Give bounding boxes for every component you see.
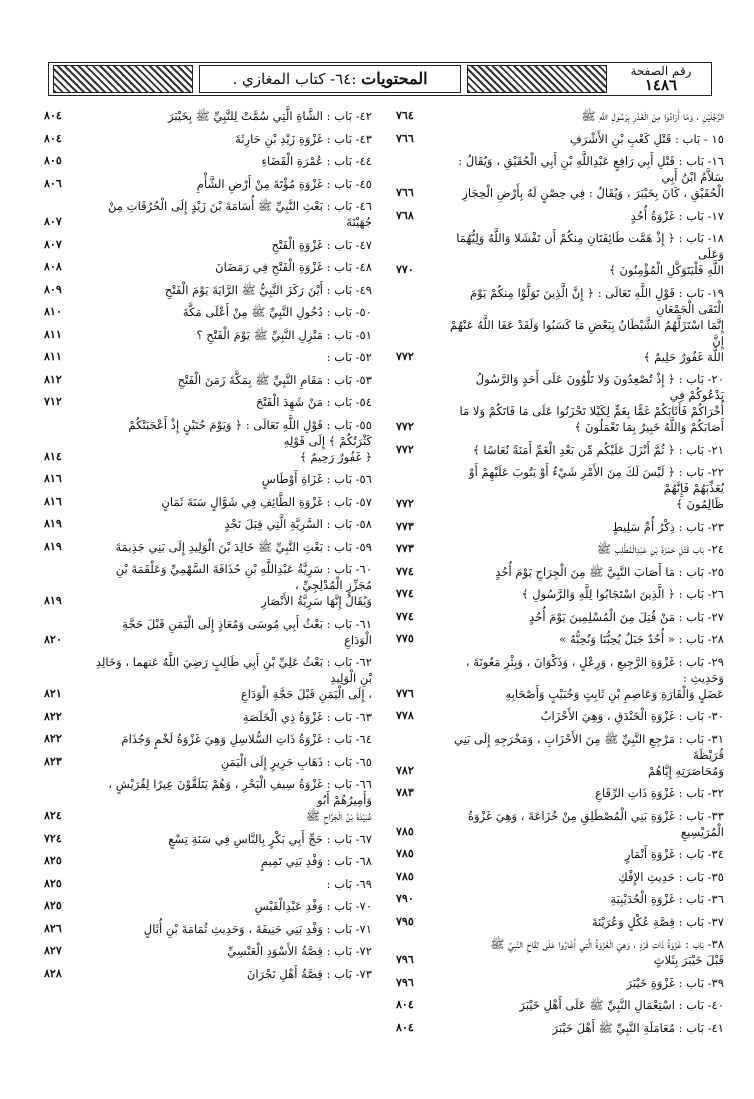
- toc-page-number: ٨٢٠: [44, 632, 62, 646]
- toc-entry: [44, 966, 372, 982]
- toc-entry: [396, 631, 724, 647]
- toc-page-number: ٨٢٥: [44, 876, 62, 890]
- toc-entry: [44, 539, 372, 555]
- toc-entry-text: ٦٧- بَاب : حَجِّ أَبِي بَكْرٍ بِالنَّاسِ فِي سَنَةِ تِسْعٍ: [168, 831, 372, 846]
- toc-entry: [44, 471, 372, 487]
- toc-entry-text: وَمُحَاصَرَتِهِ إِيَّاهُمْ: [647, 763, 724, 778]
- toc-entry: [396, 869, 724, 885]
- toc-entry: [44, 754, 372, 770]
- toc-entry-text: ٤٢- بَاب : الشَّاةِ الَّتِي سُمَّتْ لِلنَّبِيِّ ﷺ بِخَيْبَرَ: [167, 109, 372, 123]
- toc-page-number: ٧٨٥: [396, 847, 414, 860]
- toc-entry-text: ٢٩- بَاب : غَزْوَةِ الرَّجِيعِ ، وَرِعْلٍ ، وَذَكْوَانَ ، وَبِئْرِ مَعُونَةَ ، وَحَدِيثِ :: [465, 654, 724, 685]
- toc-entry-text: ٢٨- بَاب : « أُحُدٌ جَبَلٌ يُحِبُّنَا وَنُحِبُّهُ »: [559, 632, 724, 646]
- toc-page-number: ٨١٠: [44, 305, 62, 318]
- toc-entry: [44, 876, 372, 892]
- toc-entry: [44, 831, 372, 847]
- toc-page-number: ٨١٦: [44, 494, 62, 508]
- toc-page-number: ٧٧٤: [396, 564, 414, 578]
- toc-page-number: ٨٢٦: [44, 921, 62, 935]
- toc-entry-text: ٤٠- بَاب : اسْتِعْمَالِ النَّبِيِّ ﷺ عَلَى أَهْلِ خَيْبَرَ: [519, 998, 724, 1012]
- toc-page-number: ٧٦٨: [396, 208, 414, 222]
- toc-entry: [396, 230, 724, 278]
- toc-entry-text: ظَالِمُونَ ﴾: [676, 497, 724, 511]
- toc-page-number: ٨١٤: [44, 449, 62, 463]
- toc-entry: [44, 259, 372, 275]
- toc-entry-text: ، إِلَى الْيَمَنِ قَبْلَ حَجَّةِ الْوَدَاعِ: [240, 687, 372, 701]
- toc-page-number: ٧٧٢: [396, 497, 414, 510]
- toc-page-number: ٧٨٣: [396, 786, 414, 799]
- toc-page-number: ٧٧٦: [396, 686, 414, 700]
- toc-page-number: ٨٢٨: [44, 966, 62, 980]
- toc-page-number: ٨٢٢: [44, 709, 62, 723]
- toc-page-number: ٨٢٢: [44, 732, 62, 745]
- toc-entry-text: أَصَابَكُمْ وَاللَّهُ خَبِيرٌ بِمَا تَعْمَلُونَ ﴾: [574, 420, 724, 434]
- toc-page-number: ٨٠٤: [44, 131, 62, 145]
- toc-page-number: ٨٢١: [44, 687, 62, 700]
- toc-entry-text: ٧٠- بَاب : وَفْدِ عَبْدِالْقَيْسِ: [254, 899, 372, 913]
- toc-entry: [44, 616, 372, 648]
- toc-entry-text: ٤٣- بَاب : غَزْوَةِ زَيْدِ بْنِ حَارِثَةَ: [235, 131, 372, 146]
- toc-entry: [44, 943, 372, 959]
- toc-entry: [396, 936, 724, 968]
- toc-entry: [396, 808, 724, 840]
- toc-entry-text: وَيُقَالُ إِنَّهَا سَرِيَّةُ الأَنْصَارِ: [261, 594, 372, 608]
- toc-page-number: ٧٧٣: [396, 542, 414, 555]
- decorative-pattern-right: [467, 65, 607, 93]
- toc-entry: [44, 516, 372, 532]
- toc-entry: [44, 921, 372, 937]
- toc-page-number: ٧٨٥: [396, 824, 414, 838]
- toc-entry-text: قَبْلَ خَيْبَرَ بِثَلاثٍ: [653, 953, 724, 967]
- toc-entry: [396, 785, 724, 801]
- toc-entry-text: اللَّهَ غَفُورٌ حَلِيمٌ ﴾: [643, 349, 724, 364]
- toc-entry-text: ٢٠- بَاب : ﴿ إِذْ تُصْعِدُونَ وَلا تَلْوُونَ عَلَى أَحَدٍ وَالرَّسُولُ يَدْعُوكُمْ فِي: [475, 372, 724, 402]
- toc-page-number: ٨٠٤: [396, 1020, 414, 1034]
- toc-entry: [44, 898, 372, 914]
- toc-entry-text: ٦٥- بَاب : ذَهَابِ جَرِيرٍ إِلَى الْيَمَنِ: [220, 754, 372, 769]
- toc-page-number: ٨١٦: [44, 472, 62, 485]
- toc-entry-text: ٥٠- بَاب : دُخُولِ النَّبِيِّ ﷺ مِنْ أَعْلَى مَكَّةَ: [182, 305, 372, 319]
- toc-entry: [396, 708, 724, 724]
- toc-entry-text: ٦٢- بَاب : بَعْثُ عَلِيِّ بْنِ أَبِي طَالِبٍ رَضِيَ اللَّهُ عَنهما ، وَخَالِدِ بْنِ الْوَلِيدِ: [95, 655, 372, 685]
- toc-entry-text: ٤٤- بَاب : عُمْرَةِ الْقَضَاءِ: [261, 154, 372, 168]
- toc-entry: [396, 586, 724, 602]
- toc-entry-text: ٢٤- بَاب قَتْلِ حَمْزَةَ بْنِ عَبْدِالْمُطَّلِبِ ﷺ: [597, 542, 724, 556]
- toc-page-number: ٨٠٦: [44, 176, 62, 190]
- toc-entry-text: عَضَلٍ وَالْقَارَةِ وَعَاصِمِ بْنِ ثَابِتٍ وَخُبَيْبٍ وَأَصْحَابِهِ: [505, 686, 724, 701]
- toc-page-number: ٧٢٤: [44, 831, 62, 845]
- toc-entry-text: ٢١- بَاب : ﴿ ثُمَّ أَنْزَلَ عَلَيْكُم مِّن بَعْدِ الْغَمِّ أَمَنَةً نُعَاسًا ﴾: [472, 442, 724, 457]
- toc-column-left: [44, 108, 372, 988]
- toc-entry-text: ٥٣- بَاب : مَقَامِ النَّبِيِّ ﷺ بِمَكَّةَ زَمَنَ الْفَتْحِ: [177, 372, 372, 387]
- toc-entry-text: ٤٨- بَاب : غَزْوَةِ الْفَتْحِ فِي رَمَضَانَ: [215, 260, 372, 274]
- header-title: [199, 65, 461, 93]
- toc-entry-text: أُخْرَاكُمْ فَأَثَابَكُمْ غَمًّا بِغَمٍّ لِكَيْلا تَحْزَنُوا عَلَى مَا فَاتَكُمْ وَلا مَا: [459, 404, 724, 418]
- toc-page-number: ٧٦٤: [396, 109, 414, 122]
- toc-entry-text: ٤١- بَاب : مُعَامَلَةِ النَّبِيِّ ﷺ أَهْلَ خَيْبَرَ: [552, 1020, 724, 1035]
- toc-entry: [396, 891, 724, 907]
- toc-page-number: ٧٧٤: [396, 609, 414, 623]
- toc-page-number: ٨٢٧: [44, 944, 62, 957]
- toc-entry-text: ٥٢- بَاب :: [326, 350, 372, 364]
- toc-page-number: ٧٧٨: [396, 709, 414, 722]
- toc-entry-text: ١٥ - بَاب : قَتْلِ كَعْبِ بْنِ الأَشْرَفِ: [569, 131, 724, 146]
- toc-entry: [44, 282, 372, 298]
- toc-page-number: ٧٧٠: [396, 263, 414, 276]
- toc-entry: [396, 464, 724, 512]
- toc-entry: [396, 1020, 724, 1036]
- toc-entry-text: ٣٧- بَاب : قِصَّةِ عُكْلٍ وَعُرَيْنَةَ: [591, 914, 724, 929]
- toc-entry: [44, 108, 372, 124]
- toc-page-number: ٨١٩: [44, 594, 62, 607]
- toc-entry: [44, 731, 372, 747]
- toc-entry-text: ٣٦- بَاب : غَزْوَةِ الْحُدَيْبِيَةِ: [610, 892, 724, 906]
- toc-entry-text: ١٨- بَاب : ﴿ إِذْ هَمَّت طَائِفَتَانِ مِنكُمْ أَن تَفْشَلا وَاللَّهُ وَلِيُّهُمَا وَعَلَى: [456, 231, 724, 261]
- toc-entry: [44, 561, 372, 609]
- toc-page-number: ٧٧٢: [396, 349, 414, 363]
- toc-entry-text: ٥٦- بَاب : غَزَاةِ أَوْطَاسٍ: [261, 472, 372, 486]
- toc-entry: [44, 776, 372, 824]
- page-number-label: رقم الصفحة: [630, 64, 692, 78]
- toc-entry-text: ٢٦- بَاب : ﴿ الَّذِينَ اسْتَجَابُوا لِلَّهِ وَالرَّسُولِ ﴾: [521, 587, 724, 601]
- toc-entry-text: ٥٤- بَاب : مَنْ شَهِدَ الْفَتْحَ: [255, 395, 372, 409]
- toc-entry: [44, 709, 372, 725]
- toc-page-number: ٧٧٣: [396, 519, 414, 533]
- toc-page-number: ٨٢٥: [44, 854, 62, 867]
- toc-entry: [44, 394, 372, 410]
- toc-page-number: ٨١٩: [44, 517, 62, 530]
- toc-entry: [44, 494, 372, 510]
- toc-entry: [44, 153, 372, 169]
- toc-entry-text: ٦٤- بَاب : غَزْوَةُ ذَاتِ السُّلاسِلِ وَهِيَ غَزْوَةُ لَخْمٍ وَجُذَامَ: [121, 732, 372, 746]
- toc-entry-text: ٢٧- بَاب : مَنْ قُتِلَ مِنَ الْمُسْلِمِينَ يَوْمَ أُحُدٍ: [529, 609, 724, 624]
- toc-page-number: ٨٠٤: [44, 109, 62, 122]
- toc-page-number: ٨٢٤: [44, 809, 62, 822]
- toc-entry-text: ١٩- بَاب : قَوْلِ اللَّهِ تَعَالَى : ﴿ إِنَّ الَّذِينَ تَوَلَّوْا مِنكُمْ يَوْمَ الْتَقَى الْجَمْعَانِ: [469, 285, 724, 316]
- toc-entry: [44, 417, 372, 465]
- toc-entry-text: ١٦- بَاب : قَتْلِ أَبِي رَافِعٍ عَبْدِاللَّهِ بْنِ أَبِي الْحُقَيْقِ ، وَيُقَالُ : سَلاَّمُ ابْنُ أَبِي: [458, 154, 724, 184]
- toc-entry-text: ٥٨- بَاب : السَّرِيَّةِ الَّتِي قِبَلَ نَجْدٍ: [224, 517, 372, 531]
- toc-entry-text: ٦٣- بَاب : غَزْوَةُ ذِي الْخَلَصَةِ: [242, 709, 372, 724]
- toc-entry-text: ٥٥- بَاب : قَوْلِ اللَّهِ تَعَالَى : ﴿ وَيَوْمَ حُنَيْنٍ إِذْ أَعْجَبَتْكُمْ كَثْرَتُكُمْ ﴾ إِلَى قَوْلِهِ: [128, 417, 372, 448]
- toc-page-number: ٧٧٥: [396, 632, 414, 645]
- toc-entry-text: الْحُقَيْقِ ، كَانَ بِخَيْبَرَ ، وَيُقَالُ : فِي حِصْنٍ لَهُ بِأَرْضِ الْحِجَازِ: [462, 186, 724, 200]
- toc-entry: [396, 108, 724, 124]
- toc-entry-text: ٣١- بَاب : مَرْجِعِ النَّبِيِّ ﷺ مِنَ الأَحْزَابِ ، وَمَخْرَجِهِ إِلَى بَنِي قُرَيْظَةَ: [453, 731, 724, 762]
- toc-entry-text: ٦٩- بَاب :: [326, 876, 372, 891]
- toc-entry: [396, 609, 724, 625]
- toc-entry-text: ٤٥- بَاب : غَزْوَةِ مُؤْتَةَ مِنْ أَرْضِ الشَّأْمِ: [196, 176, 372, 191]
- toc-entry-text: ٢٢- بَاب : ﴿ لَيْسَ لَكَ مِنَ الأَمْرِ شَيْءٌ أَوْ يَتُوبَ عَلَيْهِمْ أَوْ يُعَذِّبَهُمْ فَإِنَّهُمْ: [469, 465, 724, 495]
- toc-entry-text: ﴿ غَفُورٌ رَحِيمٌ ﴾: [299, 449, 372, 464]
- toc-entry: [396, 131, 724, 147]
- toc-page-number: ٧٦٦: [396, 186, 414, 199]
- header-title-bold: المحتويات: [361, 69, 428, 88]
- toc-page-number: ٧١٢: [44, 395, 62, 408]
- toc-page-number: ٨١١: [44, 350, 62, 363]
- toc-entry-text: ٦٦- بَاب : غَزْوَةُ سِيفِ الْبَحْرِ ، وَهُمْ يَتَلَقَّوْنَ عِيرًا لِقُرَيْشٍ ، وَأَمِيرُهُمْ أَبُو: [108, 777, 372, 807]
- toc-page-number: ٧٧٢: [396, 420, 414, 433]
- toc-page-number: ٧٩٠: [396, 892, 414, 905]
- toc-entry: [44, 131, 372, 147]
- toc-entry-text: ٥٩- بَاب : بَعْثِ النَّبِيِّ ﷺ خَالِدَ بْنَ الْوَلِيدِ إِلَى بَنِي جَذِيمَةَ: [115, 539, 372, 554]
- page-number: ١٤٨٦: [644, 76, 678, 94]
- header-title-rest: :٦٤- كتاب المغازي .: [232, 70, 357, 88]
- toc-page-number: ٨٠٥: [44, 154, 62, 167]
- toc-entry-text: ٤٧- بَاب : غَزْوَةِ الْفَتْحِ: [271, 237, 372, 252]
- toc-page-number: ٨٠٩: [44, 282, 62, 296]
- decorative-pattern-left: [53, 65, 193, 93]
- toc-entry-text: إِنَّمَا اسْتَزَلَّهُمُ الشَّيْطَانُ بِبَعْضِ مَا كَسَبُوا وَلَقَدْ عَفَا اللَّهُ عَنْهُمْ إِنَّ: [450, 317, 724, 348]
- toc-entry-text: ٣٤- بَاب : غَزْوَةِ أَنْمَارٍ: [624, 847, 724, 861]
- toc-entry: [396, 914, 724, 930]
- toc-page-number: ٧٧٤: [396, 587, 414, 600]
- toc-entry: [396, 731, 724, 779]
- toc-entry: [44, 372, 372, 388]
- toc-page-number: ٨١١: [44, 327, 62, 341]
- toc-entry: [44, 237, 372, 253]
- toc-page-number: ٨١٩: [44, 539, 62, 553]
- toc-entry: [396, 564, 724, 580]
- toc-entry-text: ٦١- بَاب : بَعْثُ أَبِي مُوسَى وَمُعَاذٍ إِلَى الْيَمَنِ قَبْلَ حَجَّةِ الْوَدَاعِ: [122, 616, 372, 647]
- toc-entry-text: ٧١- بَاب : وَفْدِ بَنِي حَنِيفَةَ ، وَحَدِيثِ ثُمَامَةَ بْنِ أُثَالٍ: [143, 921, 372, 936]
- toc-entry: [396, 519, 724, 535]
- toc-entry-text: ٣٠- بَاب : غَزْوَةِ الْخَنْدَقِ ، وَهِيَ الأَحْزَابُ: [540, 709, 724, 723]
- toc-page-number: ٧٩٦: [396, 953, 414, 966]
- toc-page-number: ٨٠٨: [44, 260, 62, 273]
- toc-entry: [396, 208, 724, 224]
- page-number-box: [611, 63, 711, 95]
- toc-entry-text: الرَّجُلَيْنِ ، وَمَا أَرَادُوا مِنَ الْغَدْرِ بِرَسُولِ اللَّهِ ﷺ: [581, 109, 724, 123]
- toc-page-number: ٧٨٢: [396, 763, 414, 777]
- toc-page-number: ٨٢٥: [44, 899, 62, 912]
- toc-entry-text: ٤٩- بَاب : أَيْنَ رَكَزَ النَّبِيُّ ﷺ الرَّايَةَ يَوْمَ الْفَتْحِ: [164, 282, 372, 297]
- toc-page-number: ٨٢٣: [44, 754, 62, 768]
- page-header: [48, 62, 712, 96]
- toc-entry-text: ٤٦- بَاب : بَعْثِ النَّبِيِّ ﷺ أُسَامَةَ بْنَ زَيْدٍ إِلَى الْحُرُقَاتِ مِنْ جُهَيْنَةَ: [107, 199, 372, 229]
- toc-page-number: ٧٧٢: [396, 442, 414, 456]
- toc-page-number: ٨٠٧: [44, 237, 62, 251]
- toc-entry: [44, 304, 372, 320]
- toc-entry: [396, 442, 724, 458]
- toc-entry: [396, 975, 724, 991]
- toc-entry-text: ٧٣- بَاب : قِصَّةُ أَهْلِ نَجْرَانَ: [246, 966, 372, 981]
- toc-entry-text: عُبَيْدَةَ بْنُ الْجَرَّاحِ ﷺ: [305, 809, 372, 823]
- toc-entry-text: اللَّهِ فَلْيَتَوَكَّلِ الْمُؤْمِنُونَ ﴾: [609, 263, 724, 277]
- toc-entry-text: ٥٧- بَاب : غَزْوَةِ الطَّائِفِ فِي شَوَّالٍ سَنَةَ ثَمَانٍ: [161, 494, 372, 509]
- toc-entry: [396, 846, 724, 862]
- toc-column-right: [396, 108, 724, 1042]
- toc-page-number: ٧٩٥: [396, 914, 414, 928]
- toc-entry-text: ٣٥- بَاب : حَدِيثِ الإِفْكِ: [618, 869, 724, 884]
- toc-entry-text: ٥١- بَاب : مَنْزِلِ النَّبِيِّ ﷺ يَوْمَ الْفَتْحِ ؟: [196, 327, 372, 342]
- toc-entry-text: ٦٠- بَاب : سَرِيَّةُ عَبْدِاللَّهِ بْنِ حُذَافَةَ السَّهْمِيِّ وَعَلْقَمَةَ بْنِ مُجَزِّزٍ الْمُدْلِجِيِّ ،: [115, 562, 372, 592]
- toc-entry: [44, 176, 372, 192]
- toc-entry: [396, 153, 724, 201]
- toc-entry: [44, 349, 372, 365]
- toc-page-number: ٧٩٦: [396, 975, 414, 989]
- toc-entry-text: ٦٨- بَاب : وَفْدِ بَنِي تَمِيمٍ: [260, 854, 372, 868]
- toc-entry: [44, 654, 372, 702]
- toc-entry: [44, 327, 372, 343]
- toc-entry: [396, 654, 724, 702]
- toc-entry-text: ٧٢- بَاب : قِصَّةُ الأَسْوَدِ الْعَنْسِيِّ: [227, 944, 372, 958]
- toc-entry: [396, 997, 724, 1013]
- toc-entry: [44, 198, 372, 230]
- toc-page-number: ٨٠٧: [44, 215, 62, 228]
- toc-page-number: ٨١٢: [44, 372, 62, 386]
- toc-page-number: ٨٠٤: [396, 998, 414, 1011]
- toc-entry: [396, 371, 724, 435]
- toc-entry-text: ٣٢- بَاب : غَزْوَةِ ذَاتِ الرِّقَاعِ: [595, 786, 724, 800]
- toc-entry-text: ٣٣- بَاب : غَزْوَةِ بَنِي الْمُصْطَلِقِ مِنْ خُزَاعَةَ ، وَهِيَ غَزْوَةُ الْمُرَيْسِيعِ: [467, 808, 724, 839]
- toc-entry-text: ١٧- بَاب : غَزْوَةُ أُحُدٍ: [630, 208, 724, 223]
- toc-entry-text: ٣٨- بَاب : غَزْوَةُ ذَاتِ قَرَدٍ ، وَهِيَ الْغَزْوَةُ الَّتِي أَغَارُوا عَلَى لِقَاحِ النَّبِيِّ ﷺ: [490, 937, 724, 951]
- toc-entry-text: ٣٩- بَاب : غَزْوَةِ خَيْبَرَ: [626, 975, 724, 990]
- toc-entry: [44, 853, 372, 869]
- toc-entry-text: ٢٥- بَاب : مَا أَصَابَ النَّبِيَّ ﷺ مِنَ الْجِرَاحِ يَوْمَ أُحُدٍ: [495, 564, 724, 579]
- toc-entry-text: ٢٣- بَاب : ذِكْرُ أُمِّ سَلِيطٍ: [612, 519, 724, 534]
- toc-page-number: ٧٦٦: [396, 131, 414, 145]
- toc-entry: [396, 541, 724, 557]
- toc-entry: [396, 285, 724, 365]
- toc-page-number: ٧٨٥: [396, 869, 414, 883]
